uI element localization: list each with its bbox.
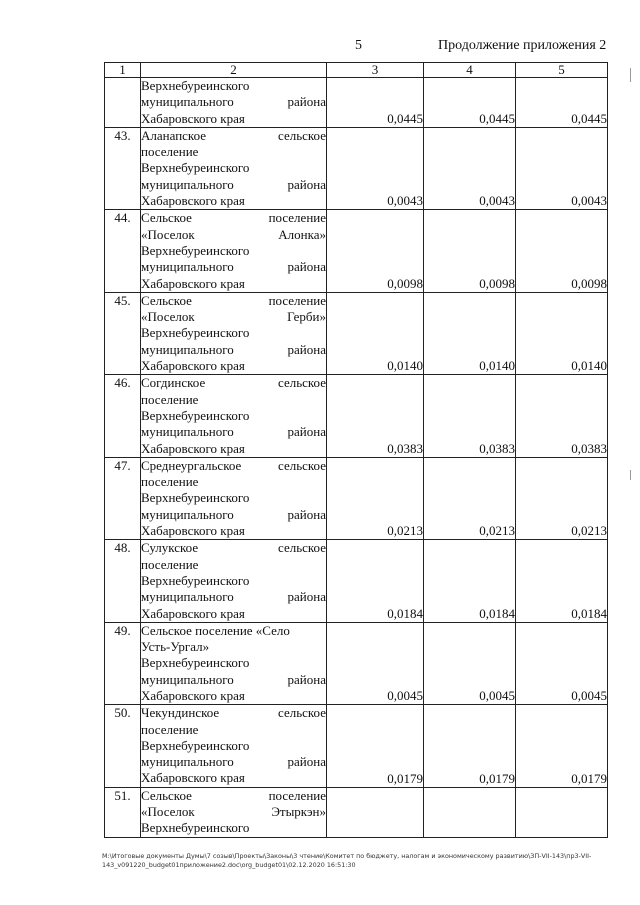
name-word: муниципального	[141, 176, 234, 192]
name-word: Хабаровского края	[141, 605, 245, 621]
name-line	[141, 375, 326, 391]
name-word: муниципального	[141, 671, 234, 687]
settlement-name	[141, 292, 327, 374]
value-cell-v4: 0,0213	[424, 457, 516, 539]
settlement-name	[141, 540, 327, 622]
table-row	[105, 127, 608, 209]
name-line	[141, 820, 326, 836]
name-line	[141, 606, 326, 622]
name-line	[141, 325, 326, 341]
name-word: района	[287, 754, 326, 770]
name-word: «Поселок	[141, 309, 195, 325]
name-word: Хабаровского края	[141, 110, 245, 126]
name-word: муниципального	[141, 424, 234, 440]
name-line	[141, 293, 326, 309]
column-header: 5	[516, 63, 608, 78]
name-line	[141, 722, 326, 738]
name-word: Сельское поселение «Село	[141, 622, 290, 638]
value-cell-v3: 0,0184	[327, 540, 424, 622]
value-cell-v5: 0,0383	[516, 375, 608, 457]
value-cell-v3: 0,0043	[327, 127, 424, 209]
settlement-name	[141, 457, 327, 539]
value-cell-v4: 0,0179	[424, 705, 516, 787]
name-word: района	[287, 94, 326, 110]
name-line	[141, 243, 326, 259]
name-word: Сельское	[141, 210, 192, 226]
table-row	[105, 540, 608, 622]
value-cell-v4: 0,0098	[424, 210, 516, 292]
name-line	[141, 276, 326, 292]
name-line	[141, 424, 326, 440]
name-word: района	[287, 424, 326, 440]
scan-edge-mark	[630, 68, 631, 82]
value-cell-v5: 0,0213	[516, 457, 608, 539]
name-word: поселение	[141, 391, 199, 407]
row-number: 44.	[105, 210, 141, 292]
name-word: муниципального	[141, 506, 234, 522]
name-word: сельское	[278, 540, 326, 556]
name-line	[141, 573, 326, 589]
settlement-name	[141, 78, 327, 128]
name-line	[141, 227, 326, 243]
name-word: поселение	[141, 144, 199, 160]
name-word: района	[287, 671, 326, 687]
value-cell-v3	[327, 787, 424, 837]
name-word: Верхнебуреинского	[141, 737, 250, 753]
name-line	[141, 639, 326, 655]
name-word: Хабаровского края	[141, 440, 245, 456]
settlement-name	[141, 705, 327, 787]
name-line	[141, 557, 326, 573]
name-word: поселение	[268, 292, 326, 308]
name-word: «Поселок	[141, 804, 195, 820]
name-word: Сельское	[141, 292, 192, 308]
name-line	[141, 655, 326, 671]
name-word: Герби»	[287, 309, 326, 325]
name-word: сельское	[278, 705, 326, 721]
table-row	[105, 705, 608, 787]
allocation-table	[104, 62, 608, 838]
row-number: 43.	[105, 127, 141, 209]
scan-edge-mark	[630, 470, 631, 480]
value-cell-v3: 0,0383	[327, 375, 424, 457]
name-word: муниципального	[141, 589, 234, 605]
name-word: Верхнебуреинского	[141, 820, 250, 836]
value-cell-v5: 0,0140	[516, 292, 608, 374]
value-cell-v4: 0,0445	[424, 78, 516, 128]
name-word: Хабаровского края	[141, 770, 245, 786]
name-word: поселение	[268, 787, 326, 803]
value-cell-v5	[516, 787, 608, 837]
value-cell-v3: 0,0445	[327, 78, 424, 128]
settlement-name	[141, 375, 327, 457]
name-word: Усть-Ургал»	[141, 639, 210, 655]
name-word: Этыркэн»	[271, 804, 326, 820]
name-word: сельское	[278, 127, 326, 143]
name-line	[141, 507, 326, 523]
name-line	[141, 358, 326, 374]
value-cell-v4: 0,0043	[424, 127, 516, 209]
column-header: 3	[327, 63, 424, 78]
name-word: поселение	[141, 556, 199, 572]
name-line	[141, 589, 326, 605]
name-line	[141, 540, 326, 556]
name-word: Хабаровского края	[141, 275, 245, 291]
table-row	[105, 457, 608, 539]
name-line	[141, 210, 326, 226]
name-word: Чекундинское	[141, 705, 220, 721]
row-number: 47.	[105, 457, 141, 539]
name-word: Верхнебуреинского	[141, 655, 250, 671]
name-line	[141, 160, 326, 176]
name-word: Верхнебуреинского	[141, 78, 250, 93]
name-word: Хабаровского края	[141, 687, 245, 703]
name-word: района	[287, 589, 326, 605]
name-word: Хабаровского края	[141, 358, 245, 374]
value-cell-v4: 0,0383	[424, 375, 516, 457]
name-word: поселение	[268, 210, 326, 226]
value-cell-v5: 0,0043	[516, 127, 608, 209]
table-row	[105, 78, 608, 128]
value-cell-v4	[424, 787, 516, 837]
name-word: муниципального	[141, 259, 234, 275]
value-cell-v5: 0,0184	[516, 540, 608, 622]
name-word: района	[287, 176, 326, 192]
name-line	[141, 788, 326, 804]
column-header: 2	[141, 63, 327, 78]
name-word: Среднеургальское	[141, 457, 242, 473]
name-line	[141, 441, 326, 457]
value-cell-v3: 0,0213	[327, 457, 424, 539]
name-word: муниципального	[141, 94, 234, 110]
column-number-row	[105, 63, 608, 78]
value-cell-v3: 0,0045	[327, 622, 424, 704]
name-line	[141, 672, 326, 688]
name-word: «Поселок	[141, 226, 195, 242]
value-cell-v3: 0,0179	[327, 705, 424, 787]
name-word: района	[287, 259, 326, 275]
table-row	[105, 787, 608, 837]
name-line	[141, 754, 326, 770]
name-word: поселение	[141, 474, 199, 490]
name-word: Верхнебуреинского	[141, 325, 250, 341]
name-line	[141, 259, 326, 275]
page-number: 5	[355, 38, 362, 53]
name-word: района	[287, 341, 326, 357]
table-row	[105, 292, 608, 374]
name-word: района	[287, 506, 326, 522]
name-word: Сельское	[141, 787, 192, 803]
name-word: Хабаровского края	[141, 523, 245, 539]
name-word: сельское	[278, 375, 326, 391]
name-word: поселение	[141, 721, 199, 737]
row-number: 48.	[105, 540, 141, 622]
column-header: 1	[105, 63, 141, 78]
column-header: 4	[424, 63, 516, 78]
name-line	[141, 342, 326, 358]
name-line	[141, 94, 326, 110]
name-line	[141, 193, 326, 209]
name-line	[141, 177, 326, 193]
row-number: 51.	[105, 787, 141, 837]
row-number: 50.	[105, 705, 141, 787]
name-line	[141, 392, 326, 408]
settlement-name	[141, 127, 327, 209]
name-line	[141, 78, 326, 94]
name-line	[141, 128, 326, 144]
name-word: Сулукское	[141, 540, 199, 556]
value-cell-v5: 0,0045	[516, 622, 608, 704]
name-line	[141, 144, 326, 160]
settlement-name	[141, 787, 327, 837]
name-word: муниципального	[141, 341, 234, 357]
value-cell-v5: 0,0179	[516, 705, 608, 787]
value-cell-v3: 0,0098	[327, 210, 424, 292]
name-word: Верхнебуреинского	[141, 160, 250, 176]
row-number: 49.	[105, 622, 141, 704]
name-word: Верхнебуреинского	[141, 407, 250, 423]
name-line	[141, 770, 326, 786]
name-word: Аланапское	[141, 127, 207, 143]
name-word: муниципального	[141, 754, 234, 770]
name-word: Верхнебуреинского	[141, 572, 250, 588]
name-line	[141, 408, 326, 424]
value-cell-v3: 0,0140	[327, 292, 424, 374]
continuation-heading: Продолжение приложения 2	[438, 38, 607, 53]
name-word: Верхнебуреинского	[141, 242, 250, 258]
name-line	[141, 804, 326, 820]
table-row	[105, 375, 608, 457]
name-word: Алонка»	[278, 226, 326, 242]
name-line	[141, 705, 326, 721]
value-cell-v5: 0,0098	[516, 210, 608, 292]
name-line	[141, 309, 326, 325]
name-line	[141, 111, 326, 127]
row-number: 46.	[105, 375, 141, 457]
row-number: 45.	[105, 292, 141, 374]
name-line	[141, 458, 326, 474]
table-row	[105, 210, 608, 292]
name-line	[141, 623, 326, 639]
name-word: Хабаровского края	[141, 193, 245, 209]
table-row	[105, 622, 608, 704]
value-cell-v4: 0,0045	[424, 622, 516, 704]
name-line	[141, 738, 326, 754]
name-line	[141, 523, 326, 539]
name-line	[141, 688, 326, 704]
name-line	[141, 490, 326, 506]
name-word: Верхнебуреинского	[141, 490, 250, 506]
settlement-name	[141, 622, 327, 704]
value-cell-v5: 0,0445	[516, 78, 608, 128]
value-cell-v4: 0,0184	[424, 540, 516, 622]
row-number	[105, 78, 141, 128]
name-line	[141, 474, 326, 490]
name-word: сельское	[278, 457, 326, 473]
name-word: Согдинское	[141, 375, 206, 391]
settlement-name	[141, 210, 327, 292]
file-path-footer: M:\Итоговые документы Думы\7 созыв\Проекты\Законы\3 чтение\Комитет по бюджету, налогам и экономическому развитию\ЗП-VII-143\пр3-VII-143_v091220_budget01приложение2.doc\org_budget01\02.12.2020 16:51:30	[102, 852, 592, 869]
value-cell-v4: 0,0140	[424, 292, 516, 374]
